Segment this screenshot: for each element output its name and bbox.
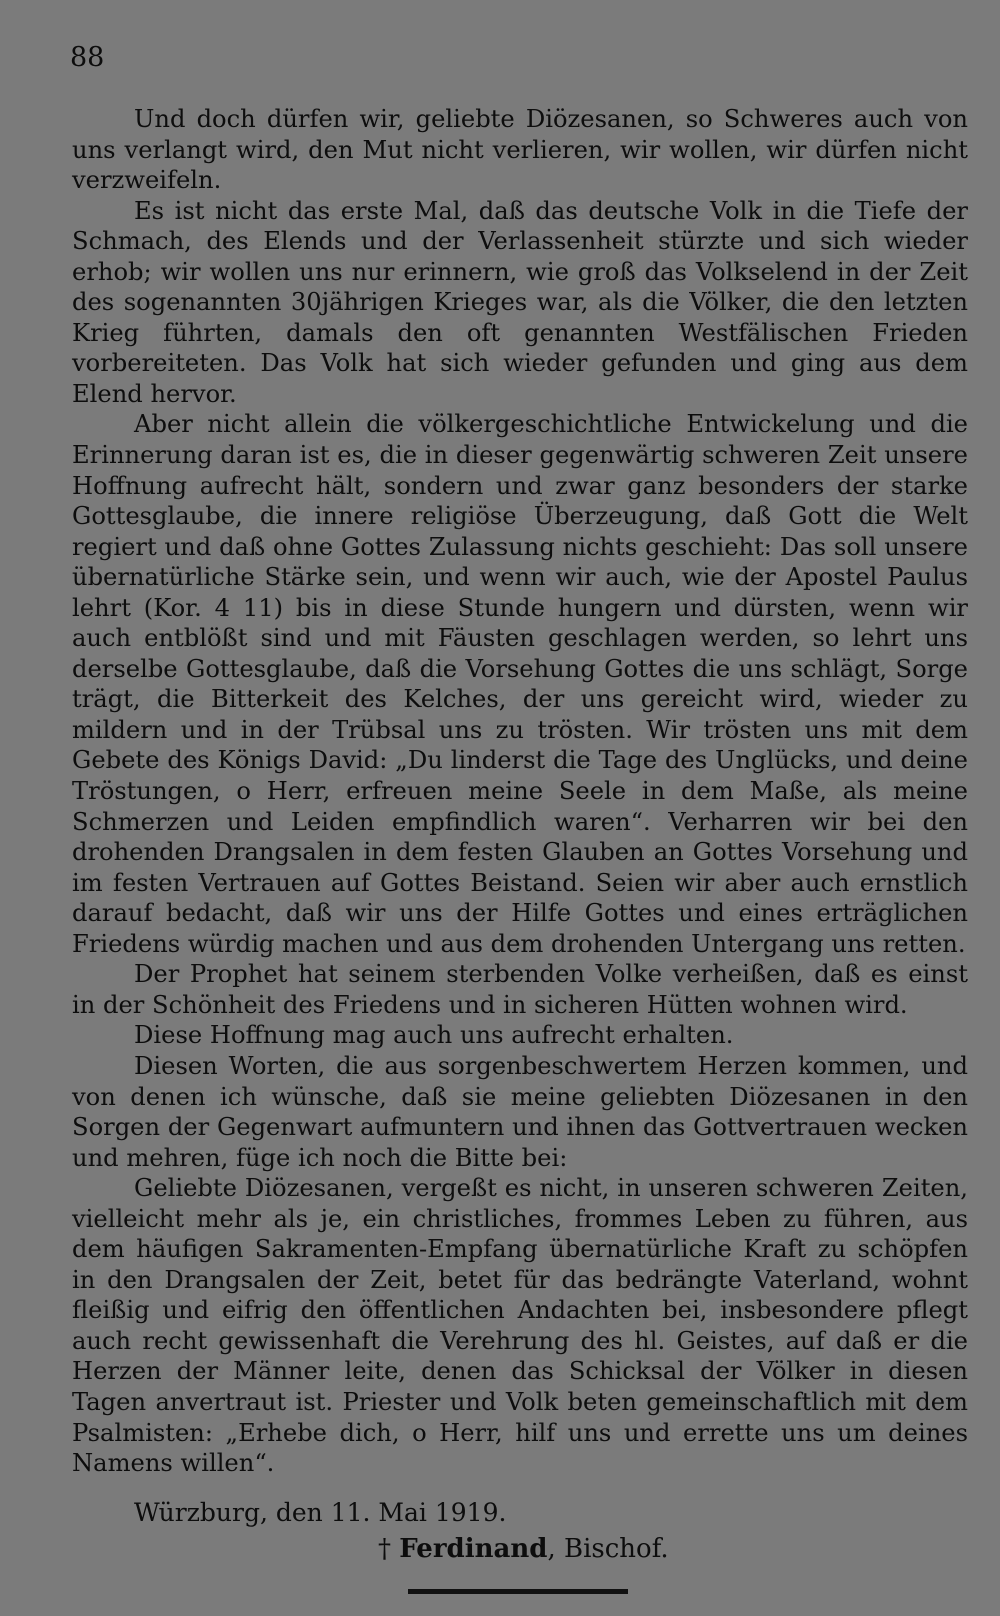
paragraph: Der Prophet hat seinem sterbenden Volke verheißen, daß es einst in der Schönheit des Friedens und in sicheren Hütten wohnen wird.	[72, 960, 968, 1019]
signer-title: , Bischof.	[547, 1534, 669, 1564]
page-number: 88	[70, 42, 105, 73]
letter-body	[72, 104, 968, 1479]
signature-line	[378, 1534, 669, 1564]
paragraph: Geliebte Diözesanen, vergeßt es nicht, in unseren schweren Zeiten, vielleicht mehr als je, ein christliches, frommes Leben zu führen, aus dem häufigen Sakramenten-Empfang übernatürliche Kraft zu schöpfen in den Drangsalen der Zeit, betet für das bedrängte Vaterland, wohnt fleißig und eifrig den öffentlichen Andachten bei, insbesondere pflegt auch recht gewissenhaft die Verehrung des hl. Geistes, auf daß er die Herzen der Männer leite, denen das Schicksal der Völker in diesen Tagen anvertraut ist. Priester und Volk beten gemeinschaftlich mit dem Psalmisten: „Erhebe dich, o Herr, hilf uns und errette uns um deines Namens willen“.	[72, 1174, 968, 1478]
paragraph: Aber nicht allein die völkergeschichtliche Entwickelung und die Erinnerung daran ist es, die in dieser gegenwärtig schweren Zeit unsere Hoffnung aufrecht hält, sondern und zwar ganz besonders der starke Gottesglaube, die innere religiöse Überzeugung, daß Gott die Welt regiert und daß ohne Gottes Zulassung nichts geschieht: Das soll unsere übernatürliche Stärke sein, und wenn wir auch, wie der Apostel Paulus lehrt (Kor. 4 11) bis in diese Stunde hungern und dürsten, wenn wir auch entblößt sind und mit Fäusten geschlagen werden, so lehrt uns derselbe Gottesglaube, daß die Vorsehung Gottes die uns schlägt, Sorge trägt, die Bitterkeit des Kelches, der uns gereicht wird, wieder zu mildern und in der Trübsal uns zu trösten. Wir trösten uns mit dem Gebete des Königs David: „Du linderst die Tage des Unglücks, und deine Tröstungen, o Herr, erfreuen meine Seele in dem Maße, als meine Schmerzen und Leiden empfindlich waren“. Verharren wir bei den drohenden Drangsalen in dem festen Glauben an Gottes Vorsehung und im festen Vertrauen auf Gottes Beistand. Seien wir aber auch ernstlich darauf bedacht, daß wir uns der Hilfe Gottes und eines erträglichen Friedens würdig machen und aus dem drohenden Untergang uns retten.	[72, 410, 968, 958]
place-and-date: Würzburg, den 11. Mai 1919.	[134, 1498, 507, 1527]
paragraph: Diesen Worten, die aus sorgenbeschwertem Herzen kommen, und von denen ich wünsche, daß sie meine geliebten Diözesanen in den Sorgen der Gegenwart aufmuntern und ihnen das Gottvertrauen wecken und mehren, füge ich noch die Bitte bei:	[72, 1051, 968, 1172]
paragraph: Es ist nicht das erste Mal, daß das deutsche Volk in die Tiefe der Schmach, des Elends und der Verlassenheit stürzte und sich wieder erhob; wir wollen uns nur erinnern, wie groß das Volkselend in der Zeit des sogenannten 30jährigen Krieges war, als die Völker, die den letzten Krieg führten, damals den oft genannten Westfälischen Frieden vorbereiteten. Das Volk hat sich wieder gefunden und ging aus dem Elend hervor.	[72, 196, 968, 408]
paragraph: Diese Hoffnung mag auch uns aufrecht erhalten.	[134, 1021, 734, 1050]
signer-name: Ferdinand	[399, 1534, 548, 1564]
closing-rule	[408, 1589, 628, 1594]
cross-symbol: †	[378, 1534, 391, 1564]
paragraph: Und doch dürfen wir, geliebte Diözesanen, so Schweres auch von uns verlangt wird, den Mut nicht verlieren, wir wollen, wir dürfen nicht verzweifeln.	[72, 105, 968, 195]
